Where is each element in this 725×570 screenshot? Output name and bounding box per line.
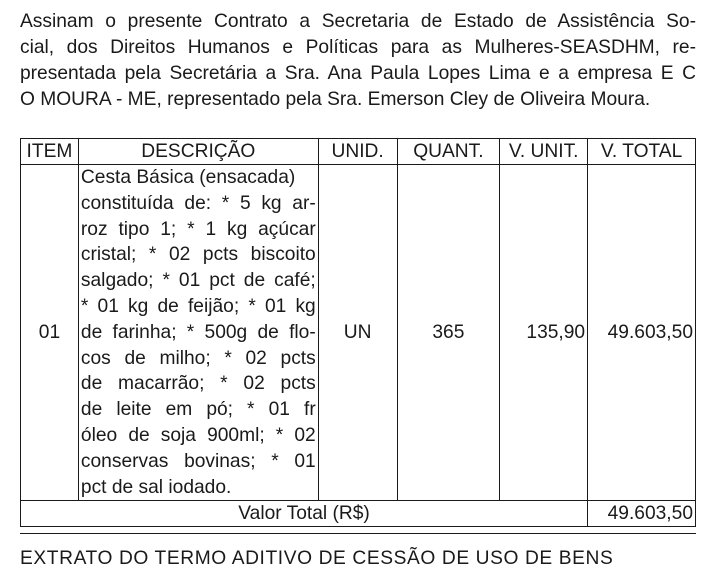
descricao-line: cos de milho; * 02 pcts <box>80 347 316 369</box>
descricao-line: pct de sal iodado. <box>80 476 232 498</box>
header-v-total: V. TOTAL <box>588 139 696 165</box>
descricao-line: óleo de soja 900ml; * 02 <box>80 424 316 446</box>
cell-unid: UN <box>318 165 397 501</box>
header-unid: UNID. <box>318 139 397 165</box>
descricao-line: roz tipo 1; * 1 kg açúcar <box>80 218 316 240</box>
cell-quant: 365 <box>397 165 500 501</box>
total-label: Valor Total (R$) <box>21 501 588 527</box>
header-item: ITEM <box>21 139 79 165</box>
descricao-line: salgado; * 01 pct de café; <box>80 270 316 292</box>
cell-item: 01 <box>21 165 79 501</box>
intro-line: cial, dos Direitos Humanos e Políticas para as Mulheres-SEASDHM, re- <box>20 37 696 58</box>
intro-line: presentada pela Secretária a Sra. Ana Paula Lopes Lima e a empresa E C <box>20 63 696 84</box>
cell-v-total: 49.603,50 <box>588 165 696 501</box>
table-row <box>21 165 696 501</box>
descricao-line: cristal; * 02 pcts biscoito <box>80 244 316 266</box>
header-quant: QUANT. <box>397 139 500 165</box>
intro-line: Assinam o presente Contrato a Secretaria de Estado de Assistência So- <box>20 11 696 32</box>
table-header-row <box>21 139 696 165</box>
header-descricao: DESCRIÇÃO <box>78 139 318 165</box>
table-total-row <box>21 501 696 527</box>
descricao-line: de macarrão; * 02 pcts <box>80 373 316 395</box>
descricao-line: conservas bovinas; * 01 <box>80 450 316 472</box>
descricao-line: * 01 kg de feijão; * 01 kg <box>80 295 316 317</box>
descricao-line: Cesta Básica (ensacada) <box>80 167 296 188</box>
intro-line: O MOURA - ME, representado pela Sra. Emerson Cley de Oliveira Moura. <box>20 89 651 110</box>
next-section-heading: EXTRATO DO TERMO ADITIVO DE CESSÃO DE USO DE BENS <box>20 548 614 569</box>
cell-v-unit: 135,90 <box>500 165 588 501</box>
items-table <box>20 138 696 527</box>
header-v-unit: V. UNIT. <box>500 139 588 165</box>
section-divider <box>20 533 696 534</box>
cell-descricao <box>78 165 318 501</box>
contract-intro-paragraph <box>20 9 696 113</box>
descricao-line: constituída de: * 5 kg ar- <box>80 192 316 214</box>
total-value: 49.603,50 <box>588 501 696 527</box>
descricao-line: de leite em pó; * 01 fr <box>80 399 316 421</box>
descricao-line: de farinha; * 500g de flo- <box>80 321 316 343</box>
